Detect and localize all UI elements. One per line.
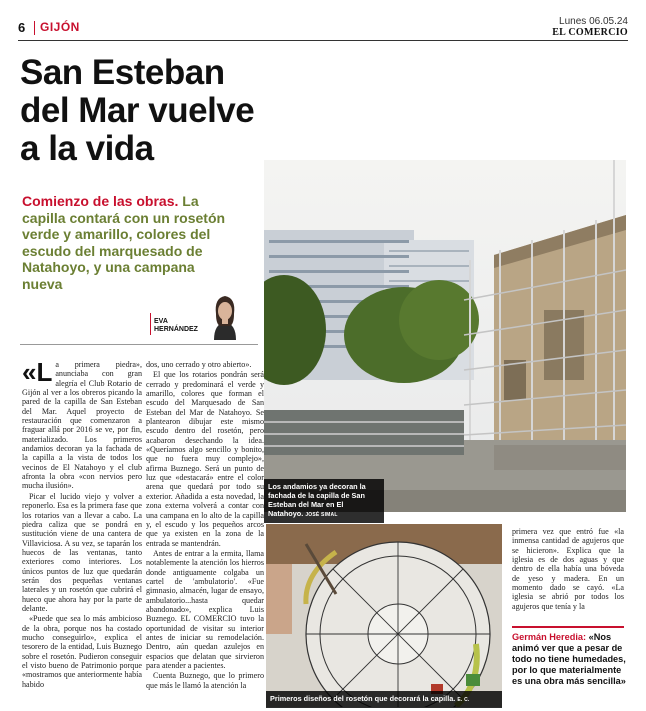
drop-cap: «L	[22, 357, 53, 387]
article-column-2	[146, 360, 264, 691]
author-byline: EVA HERNÁNDEZ	[154, 318, 198, 333]
author-photo	[200, 290, 250, 340]
pull-quote-name: Germán Heredia:	[512, 632, 587, 642]
header-divider	[34, 21, 35, 35]
paragraph: primera vez que entró fue «la inmensa cantidad de agujeros que se hicieron». Explica que la iglesia es de dos aguas y que dentro de ella había una bóveda de yeso y madera. En un momento dado se cayó. «La iglesia se abrió por todos los agujeros que tenía y la	[512, 527, 624, 611]
article-column-3	[512, 527, 624, 612]
byline-rule	[20, 344, 258, 345]
paragraph: dos, uno cerrado y otro abierto».	[146, 360, 252, 369]
caption-text: Primeros diseños del rosetón que decorará la capilla.	[270, 694, 456, 703]
header-rule	[18, 40, 628, 41]
caption-text: Los andamios ya decoran la fachada de la capilla de San Esteban del Mar en El Natahoyo.	[268, 482, 366, 518]
paragraph: «Puede que sea lo más ambicioso de la obra, porque nos ha costado mucho conseguirlo», explica el tesorero de la entidad, Luis Buznego sobre el rosetón. Pudieron conseguir el visto bueno de Patrimonio porque «mostramos que anteriormente había habido	[22, 614, 142, 689]
rosette-photo-caption	[266, 691, 502, 708]
photo-credit: JOSÉ SIMAL	[305, 512, 338, 518]
pull-quote-text: «Nos animó ver que a pesar de todo no tiene humedades, por lo que materialmente es una obra más sencilla»	[512, 632, 626, 686]
article-headline: San Esteban del Mar vuelve a la vida	[20, 53, 255, 168]
pull-quote	[512, 632, 626, 687]
paragraph-text: a primera piedra», anunciaba con gran alegría el Club Rotario de Gijón al ver a los obreros picando la pared de la capilla de San Esteban del Mar. Aquel proyecto de restauración que comenzaron a fraguar allá por 2016 se ve, por fin, materializado. Los primeros andamios decoran ya la fachada de la capilla a la vista de todos los vecinos de El Natahoyo y el club afronta la obra «con nervios pero mucha ilusión».	[22, 360, 142, 491]
newspaper-name: EL COMERCIO	[552, 27, 628, 38]
page-header	[18, 18, 628, 40]
rosette-design-photo	[266, 524, 502, 707]
article-column-1	[22, 357, 142, 690]
paragraph: Cuenta Buznego, que lo primero que más le llamó la atención la	[146, 671, 264, 690]
paragraph: Picar el lucido viejo y volver a reponerlo. Esa es la primera fase que los rotarios van a llevar a cabo. La piedra caliza que se pondrá en sustitución viene de una cantera de Villaviciosa. A su vez, se taparán los huecos de las ventanas, tanto exteriores como interiores. Los únicos puntos de luz que quedarán serán dos pequeñas ventanas laterales y un rosetón que cubrirá el hueco que ahora hay por la parte de delante.	[22, 491, 142, 613]
author-accent	[150, 313, 151, 335]
issue-date: Lunes 06.05.24	[559, 16, 628, 27]
article-subhead	[22, 193, 227, 292]
main-photo-caption	[264, 479, 384, 523]
subhead-text: La capilla contará con un rosetón verde y amarillo, colores del escudo del marquesado de Natahoyo, y una campana nueva	[22, 193, 226, 292]
photo-credit: E. C.	[457, 697, 470, 703]
paragraph: Antes de entrar a la ermita, llama notablemente la atención los hierros donde antiguamente colgaba un cartel de 'ambulatorio'. «Fue gimnasio, almacén, lugar de ensayo, ambulatorio...hasta quedar abandonado», explica Luis Buznego. EL COMERCIO tuvo la oportunidad de visitar su interior antes de iniciar su remodelación. Dentro, aún quedan azulejos en espacios que delatan que sirvieron para atender a pacientes.	[146, 548, 264, 670]
page-number: 6	[18, 20, 26, 35]
main-photo-chapel-scaffolding	[264, 160, 626, 512]
subhead-lead: Comienzo de las obras.	[22, 193, 179, 209]
section-label: GIJÓN	[40, 20, 80, 34]
paragraph	[22, 357, 142, 491]
pull-quote-rule	[512, 626, 624, 628]
paragraph: El que los rotarios pondrán será cerrado y predominará el verde y amarillo, colores que forman el escudo del Marquesado de San Esteban del Mar de Natahoyo. Se plantearon dibujar este mismo escudo dentro del rosetón, pero acabaron desechando la idea. «Queríamos algo sencillo y bonito, que no fuera muy complejo», afirma Buznego. Será un punto de luz que «destacará» entre el color arena que quedará por todo su exterior. Añadida a esta novedad, la zona externa volverá a contar con una campana en lo alto de la capilla y, el escudo y los pequeños arcos que ya existen en la zona de la entrada se mantendrán.	[146, 370, 264, 548]
